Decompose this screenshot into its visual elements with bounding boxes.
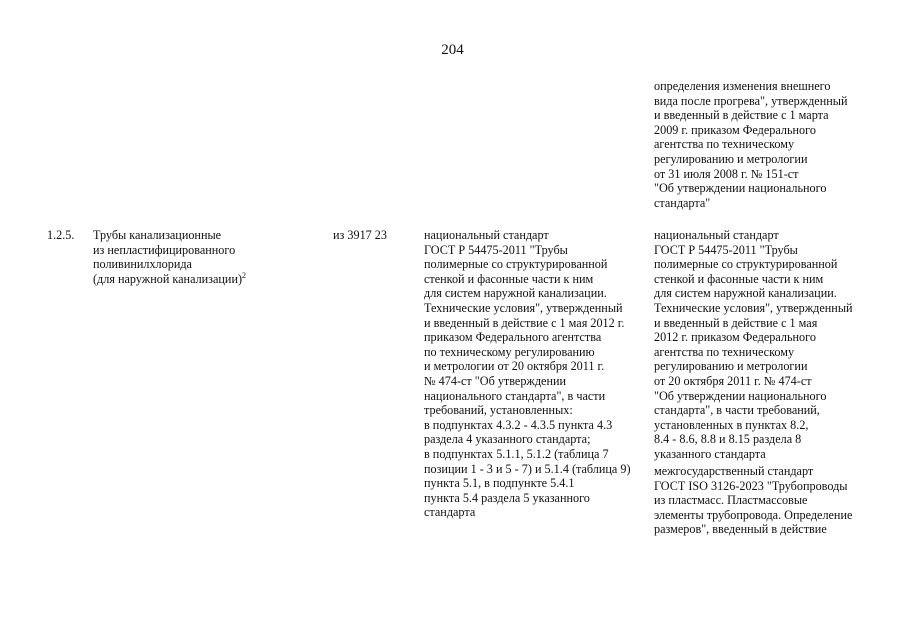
test-standard-text-2: межгосударственный стандарт ГОСТ ISO 3126-2023 "Трубопроводы из пластмасс. Пластмассовые элементы трубопровода. Определение размеров", введенный в действие <box>654 464 853 537</box>
footnote-marker: 2 <box>242 270 247 280</box>
continuation-text: определения изменения внешнего вида после прогрева", утвержденный и введенный в действие с 1 марта 2009 г. приказом Федерального агентства по техническому регулированию и метрологии от 31 июля 2008 г. № 151-ст "Об утверждении национального стандарта" <box>654 79 848 210</box>
page-number: 204 <box>441 42 464 58</box>
product-name-text: Трубы канализационные из непластифицированного поливинилхлорида (для наружной канализации) <box>93 228 243 286</box>
row-number: 1.2.5. <box>47 228 75 242</box>
product-name <box>93 228 246 286</box>
test-standard-text-1: национальный стандарт ГОСТ Р 54475-2011 "Трубы полимерные со структурированной стенкой и фасонные части к ним для систем наружной канализации. Технические условия", утвержденный и введенный в действие с 1 мая 2012 г. приказом Федерального агентства по техническому регулированию и метрологии от 20 октября 2011 г. № 474-ст "Об утверждении национального стандарта", в части требований, установленных в пунктах 8.2, 8.4 - 8.6, 8.8 и 8.15 раздела 8 указанного стандарта <box>654 228 853 461</box>
tnved-code: из 3917 23 <box>333 228 387 242</box>
requirements-standard-text: национальный стандарт ГОСТ Р 54475-2011 "Трубы полимерные со структурированной стенкой и фасонные части к ним для систем наружной канализации. Технические условия", утвержденный и введенный в действие с 1 мая 2012 г. приказом Федерального агентства по техническому регулированию и метрологии от 20 октября 2011 г. № 474-ст "Об утверждении национального стандарта", в части требований, установленных: в подпунктах 4.3.2 - 4.3.5 пункта 4.3 раздела 4 указанного стандарта; в подпунктах 5.1.1, 5.1.2 (таблица 7 позиции 1 - 3 и 5 - 7) и 5.1.4 (таблица 9) пункта 5.1, в подпункте 5.4.1 пункта 5.4 раздела 5 указанного стандарта <box>424 228 631 520</box>
